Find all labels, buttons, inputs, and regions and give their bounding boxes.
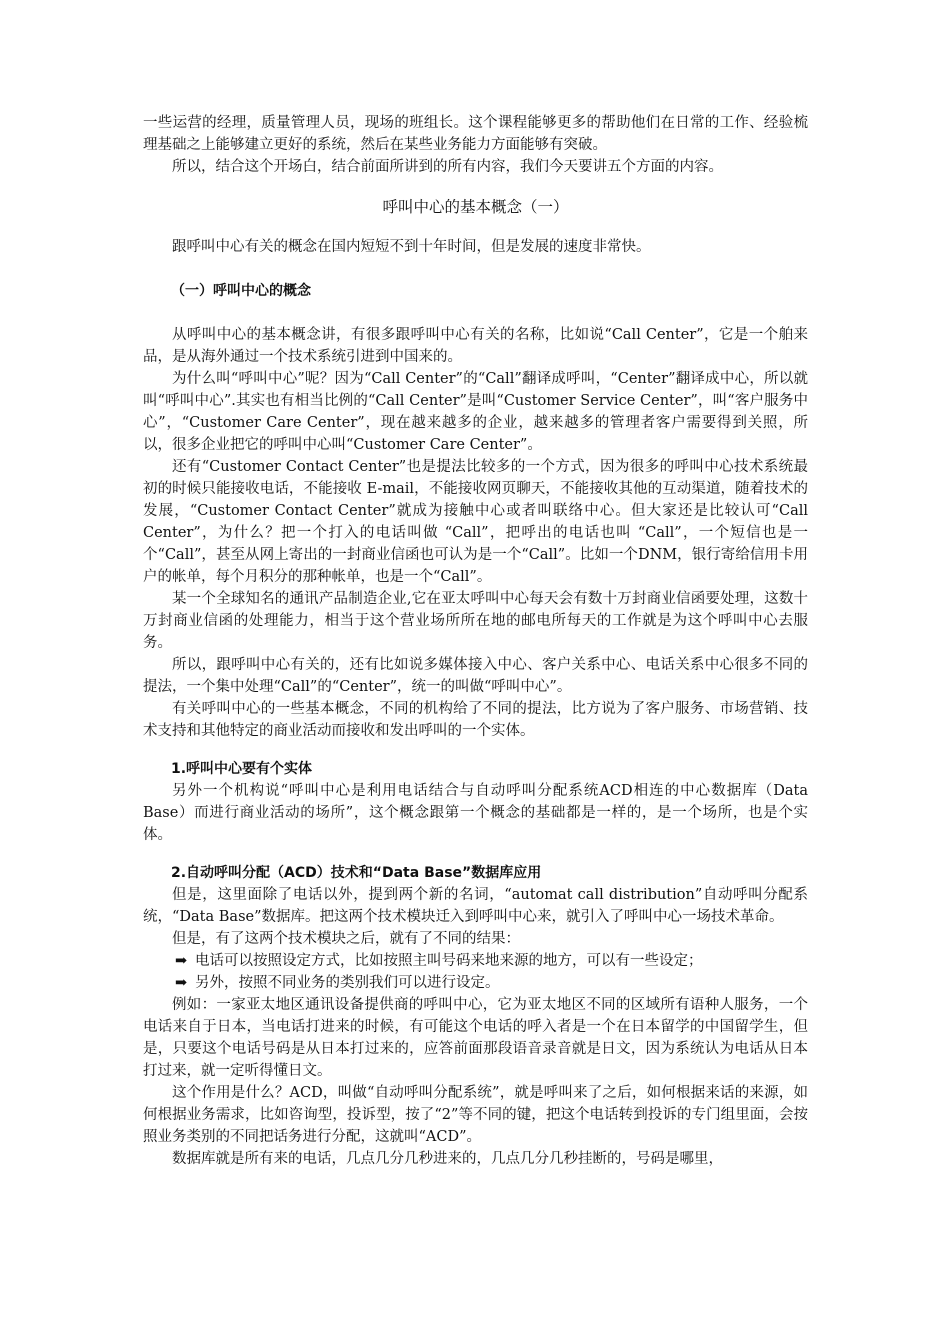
paragraph: 所以，跟呼叫中心有关的，还有比如说多媒体接入中心、客户关系中心、电话关系中心很多不同的提法，一个集中处理“Call”的“Center”，统一的叫做“呼叫中心”。	[143, 657, 808, 695]
paragraph: 从呼叫中心的基本概念讲，有很多跟呼叫中心有关的名称，比如说“Call Center”，它是一个舶来品，是从海外通过一个技术系统引进到中国来的。	[143, 327, 808, 365]
paragraph: 但是，有了这两个技术模块之后，就有了不同的结果：	[172, 931, 520, 947]
arrow-right-icon: ➡	[175, 952, 188, 969]
section-intro: 跟呼叫中心有关的概念在国内短短不到十年时间，但是发展的速度非常快。	[172, 239, 651, 255]
paragraph: 但是，这里面除了电话以外，提到两个新的名词，“automat call distribution”自动呼叫分配系统，“Data Base”数据库。把这两个技术模块迁入到呼叫中心来，就引入了呼叫中心一场技术革命。	[143, 887, 808, 925]
paragraph: 某一个全球知名的通讯产品制造企业,它在亚太呼叫中心每天会有数十万封商业信函要处理，这数十万封商业信函的处理能力，相当于这个营业场所所在地的邮电所每天的工作就是为这个呼叫中心去服务。	[143, 591, 808, 651]
paragraph: 这个作用是什么？ACD，叫做“自动呼叫分配系统”，就是呼叫来了之后，如何根据来话的来源，如何根据业务需求，比如咨询型，投诉型，按了“2”等不同的键，把这个电话转到投诉的专门组里面，会按照业务类别的不同把话务进行分配，这就叫“ACD”。	[143, 1085, 808, 1145]
bullet-item	[143, 950, 808, 972]
bullet-text: 电话可以按照设定方式，比如按照主叫号码来地来源的地方，可以有一些设定；	[195, 953, 703, 969]
section-title: 呼叫中心的基本概念（一）	[382, 198, 569, 216]
paragraph: 有关呼叫中心的一些基本概念，不同的机构给了不同的提法，比方说为了客户服务、市场营销、技术支持和其他特定的商业活动而接收和发出呼叫的一个实体。	[143, 701, 808, 739]
document-page	[143, 112, 808, 1170]
paragraph: 为什么叫“呼叫中心”呢？因为“Call Center”的“Call”翻译成呼叫，“Center”翻译成中心，所以就叫“呼叫中心”.其实也有相当比例的“Call Center”是叫“Customer Service Center”，叫“客户服务中心”，“Customer Care Center”，现在越来越多的企业，越来越多的管理者客户需要得到关照，所以，很多企业把它的呼叫中心叫“Customer Care Center”。	[143, 371, 808, 453]
arrow-right-icon: ➡	[175, 974, 188, 991]
bullet-item	[143, 972, 808, 994]
intro-paragraph-1: 一些运营的经理，质量管理人员，现场的班组长。这个课程能够更多的帮助他们在日常的工作、经验梳理基础之上能够建立更好的系统，然后在某些业务能力方面能够有突破。	[143, 115, 808, 153]
paragraph: 数据库就是所有来的电话，几点几分几秒进来的，几点几分几秒挂断的，号码是哪里，	[172, 1151, 723, 1167]
paragraph: 还有“Customer Contact Center”也是提法比较多的一个方式，因为很多的呼叫中心技术系统最初的时候只能接收电话，不能接收 E-mail，不能接收网页聊天，不能接收其他的互动渠道，随着技术的发展，“Customer Contact Center”就成为接触中心或者叫联络中心。但大家还是比较认可“Call Center”，为什么？把一个打入的电话叫做 “Call”，把呼出的电话也叫 “Call”，一个短信也是一个“Call”，甚至从网上寄出的一封商业信函也可认为是一个“Call”。比如一个DNM，银行寄给信用卡用户的帐单，每个月积分的那种帐单，也是一个“Call”。	[143, 459, 808, 585]
paragraph: 另外一个机构说“呼叫中心是利用电话结合与自动呼叫分配系统ACD相连的中心数据库（Data Base）而进行商业活动的场所”，这个概念跟第一个概念的基础都是一样的，是一个场所，也是个实体。	[143, 783, 808, 843]
subsection-heading-concept: （一）呼叫中心的概念	[171, 283, 311, 299]
bullet-text: 另外，按照不同业务的类别我们可以进行设定。	[195, 975, 500, 991]
intro-paragraph-2: 所以，结合这个开场白，结合前面所讲到的所有内容，我们今天要讲五个方面的内容。	[172, 159, 723, 175]
paragraph: 例如：一家亚太地区通讯设备提供商的呼叫中心，它为亚太地区不同的区域所有语种人服务，一个电话来自于日本，当电话打进来的时候，有可能这个电话的呼入者是一个在日本留学的中国留学生，但是，只要这个电话号码是从日本打过来的，应答前面那段语音录音就是日文，因为系统认为电话从日本打过来，就一定听得懂日文。	[143, 997, 808, 1079]
subsection-heading-entity: 1.呼叫中心要有个实体	[171, 761, 313, 777]
subsection-heading-acd: 2.自动呼叫分配（ACD）技术和“Data Base”数据库应用	[171, 865, 542, 881]
